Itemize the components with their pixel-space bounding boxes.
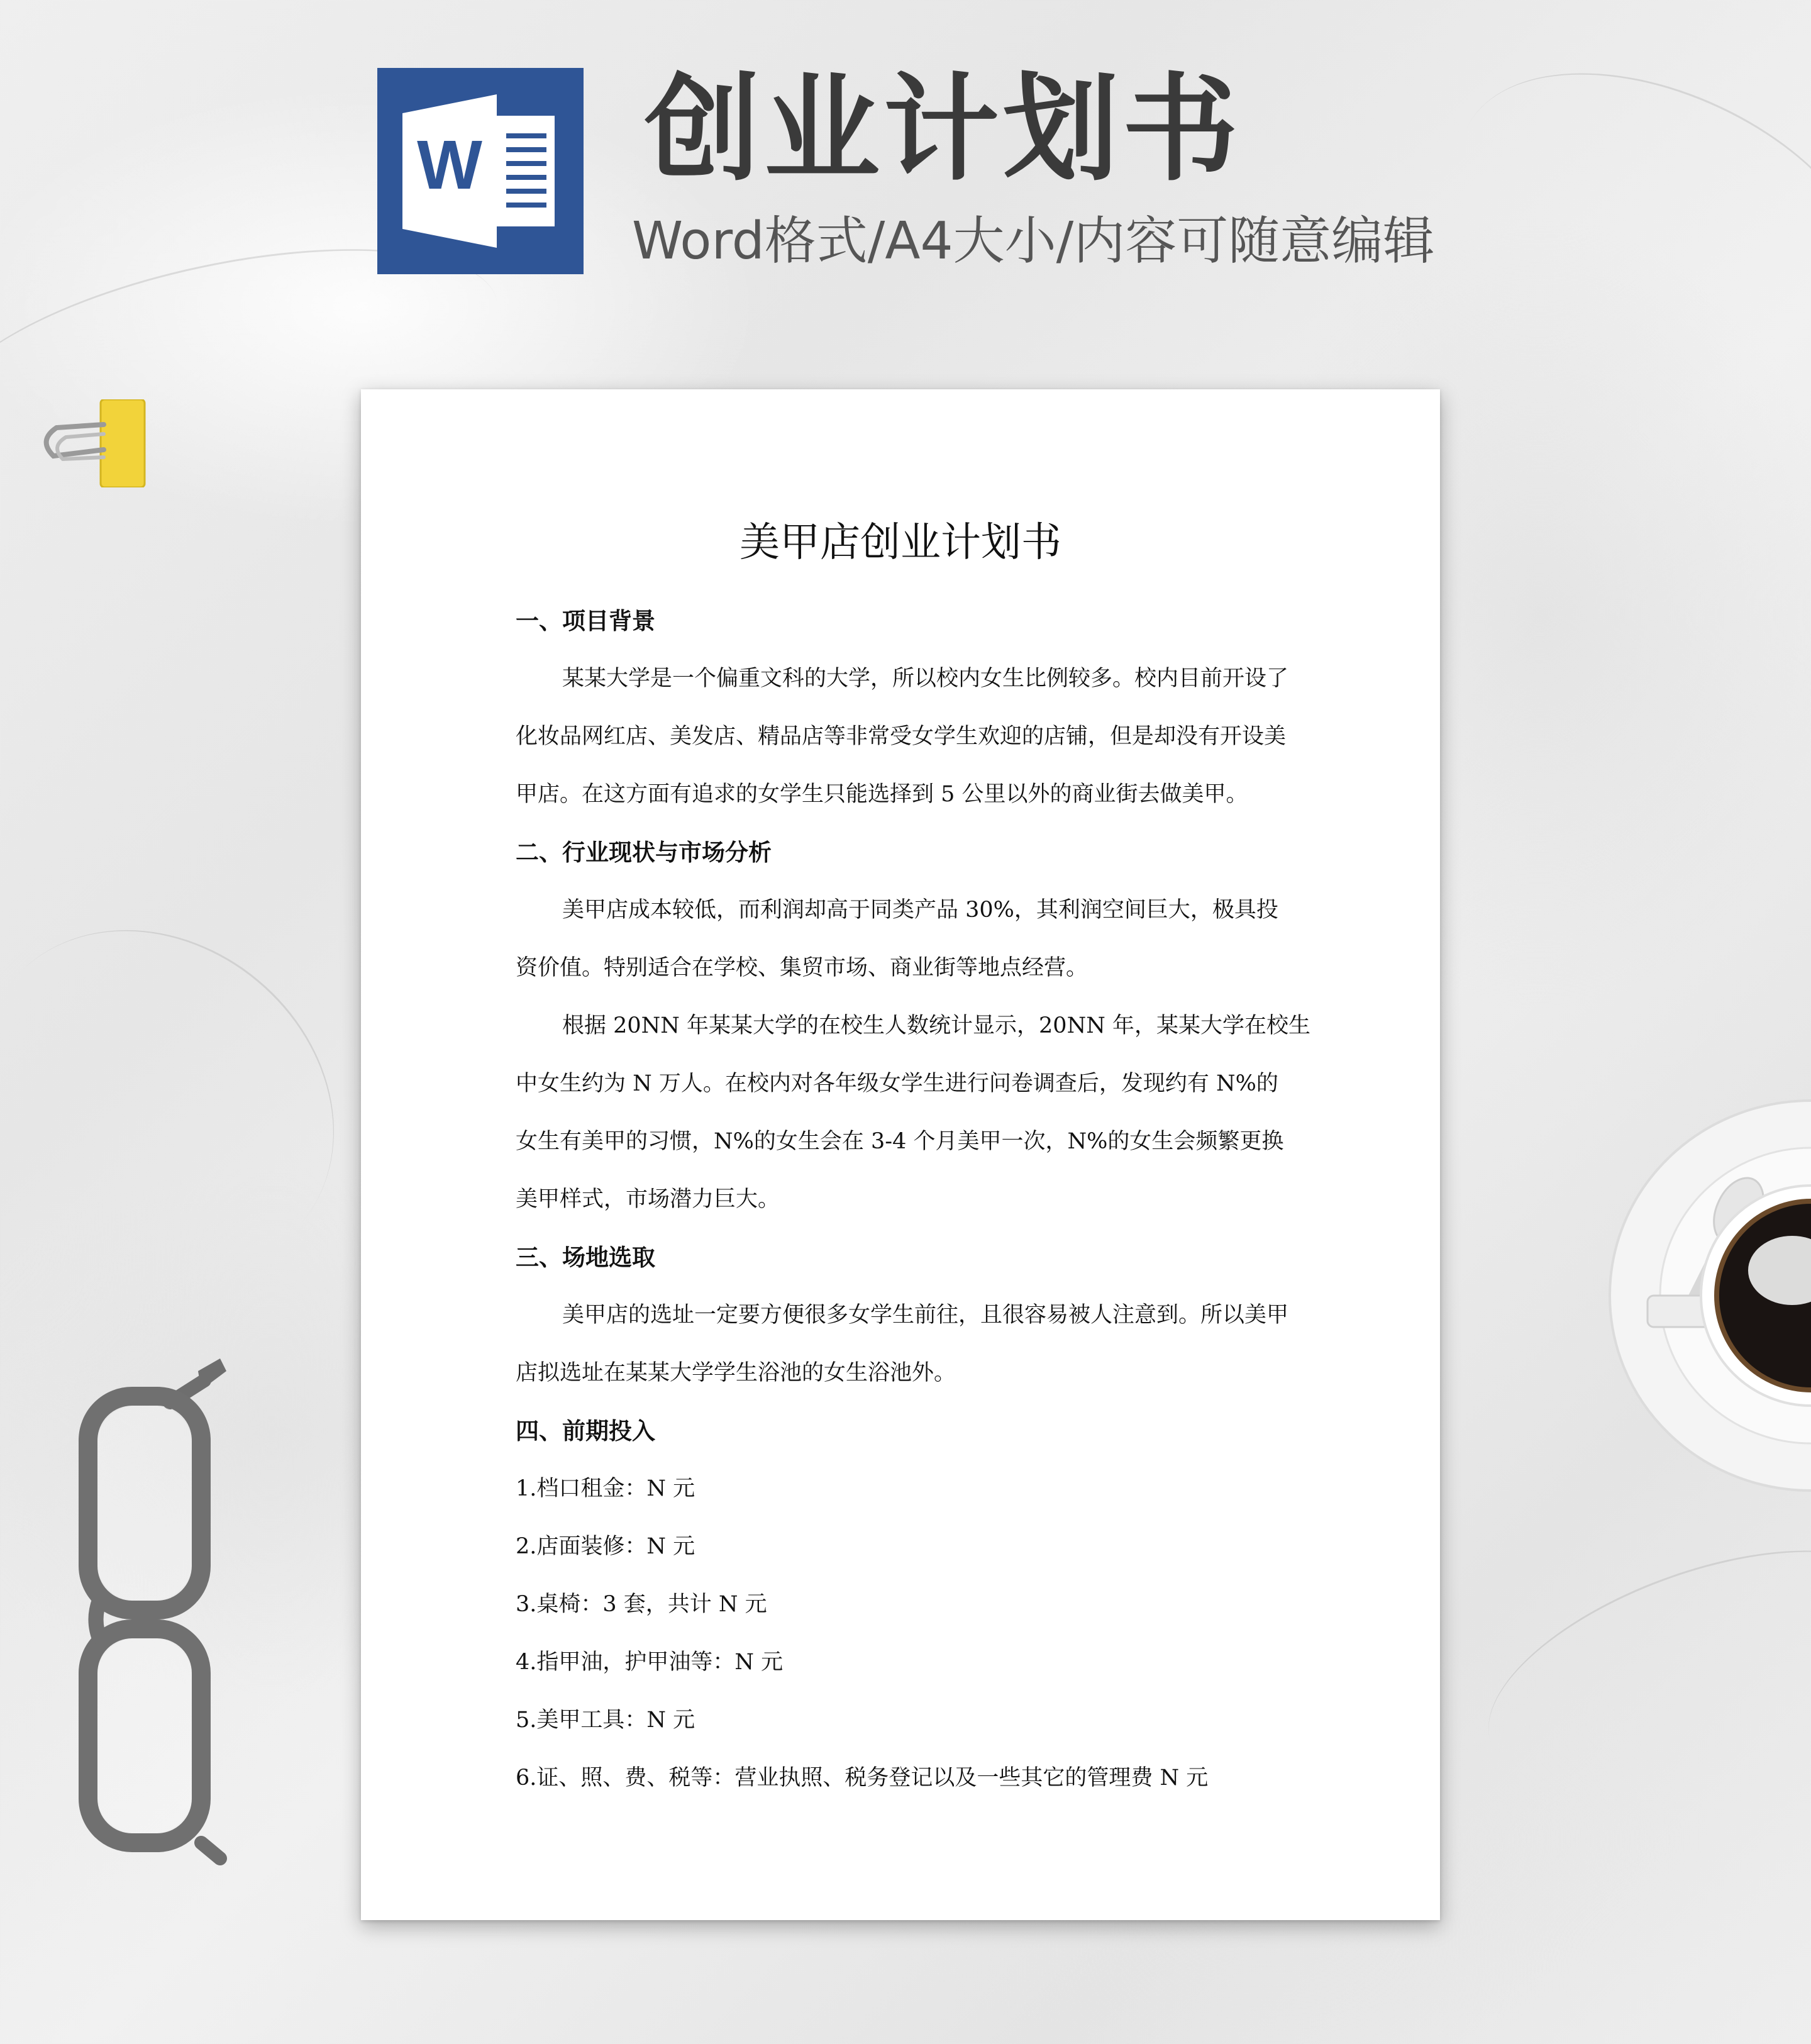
list-item: 6.证、照、费、税等：营业执照、税务登记以及一些其它的管理费 N 元: [516, 1765, 1209, 1791]
paragraph-line: 美甲店成本较低，而利润却高于同类产品 30%，其利润空间巨大，极具投: [562, 897, 1278, 923]
paragraph-line: 店拟选址在某某大学学生浴池的女生浴池外。: [516, 1360, 956, 1386]
list-item: 1.档口租金：N 元: [516, 1476, 695, 1501]
marble-vein: [1458, 1502, 1811, 1832]
document-body: [516, 592, 1310, 1807]
document-title: 美甲店创业计划书: [739, 519, 1061, 566]
page-subtitle: Word格式/A4大小/内容可随意编辑: [632, 211, 1435, 271]
coffee-cup-icon: [1603, 1094, 1811, 1497]
section-heading: 二、行业现状与市场分析: [516, 838, 772, 866]
word-icon: [377, 68, 584, 274]
paragraph-line: 根据 20NN 年某某大学的在校生人数统计显示，20NN 年，某某大学在校生: [562, 1013, 1310, 1038]
paragraph-line: 美甲样式，市场潜力巨大。: [516, 1187, 780, 1212]
list-item: 4.指甲油，护甲油等：N 元: [516, 1650, 784, 1675]
page-title: 创业计划书: [645, 62, 1243, 197]
paragraph-line: 女生有美甲的习惯，N%的女生会在 3-4 个月美甲一次，N%的女生会频繁更换: [516, 1129, 1284, 1154]
word-letter: W: [417, 126, 482, 204]
marble-vein: [0, 859, 403, 1344]
list-item: 3.桌椅：3 套，共计 N 元: [516, 1592, 767, 1617]
section-heading: 一、项目背景: [516, 607, 655, 635]
marble-vein: [1414, 13, 1811, 429]
paragraph-line: 中女生约为 N 万人。在校内对各年级女学生进行问卷调查后，发现约有 N%的: [516, 1071, 1278, 1096]
paragraph-line: 化妆品网红店、美发店、精品店等非常受女学生欢迎的店铺，但是却没有开设美: [516, 724, 1287, 749]
paragraph-line: 某某大学是一个偏重文科的大学，所以校内女生比例较多。校内目前开设了: [562, 666, 1289, 691]
glasses-icon: [75, 1346, 239, 1874]
binder-clip-icon: [35, 399, 148, 487]
paragraph-line: 资价值。特别适合在学校、集贸市场、商业街等地点经营。: [516, 955, 1088, 980]
paragraph-line: 甲店。在这方面有追求的女学生只能选择到 5 公里以外的商业街去做美甲。: [516, 782, 1248, 807]
section-heading: 三、场地选取: [516, 1243, 655, 1271]
section-heading: 四、前期投入: [516, 1417, 655, 1445]
list-item: 5.美甲工具：N 元: [516, 1708, 695, 1733]
paragraph-line: 美甲店的选址一定要方便很多女学生前往，且很容易被人注意到。所以美甲: [562, 1302, 1289, 1328]
word-document-icon: [402, 94, 558, 248]
list-item: 2.店面装修：N 元: [516, 1534, 695, 1559]
document-page: [361, 389, 1440, 1920]
